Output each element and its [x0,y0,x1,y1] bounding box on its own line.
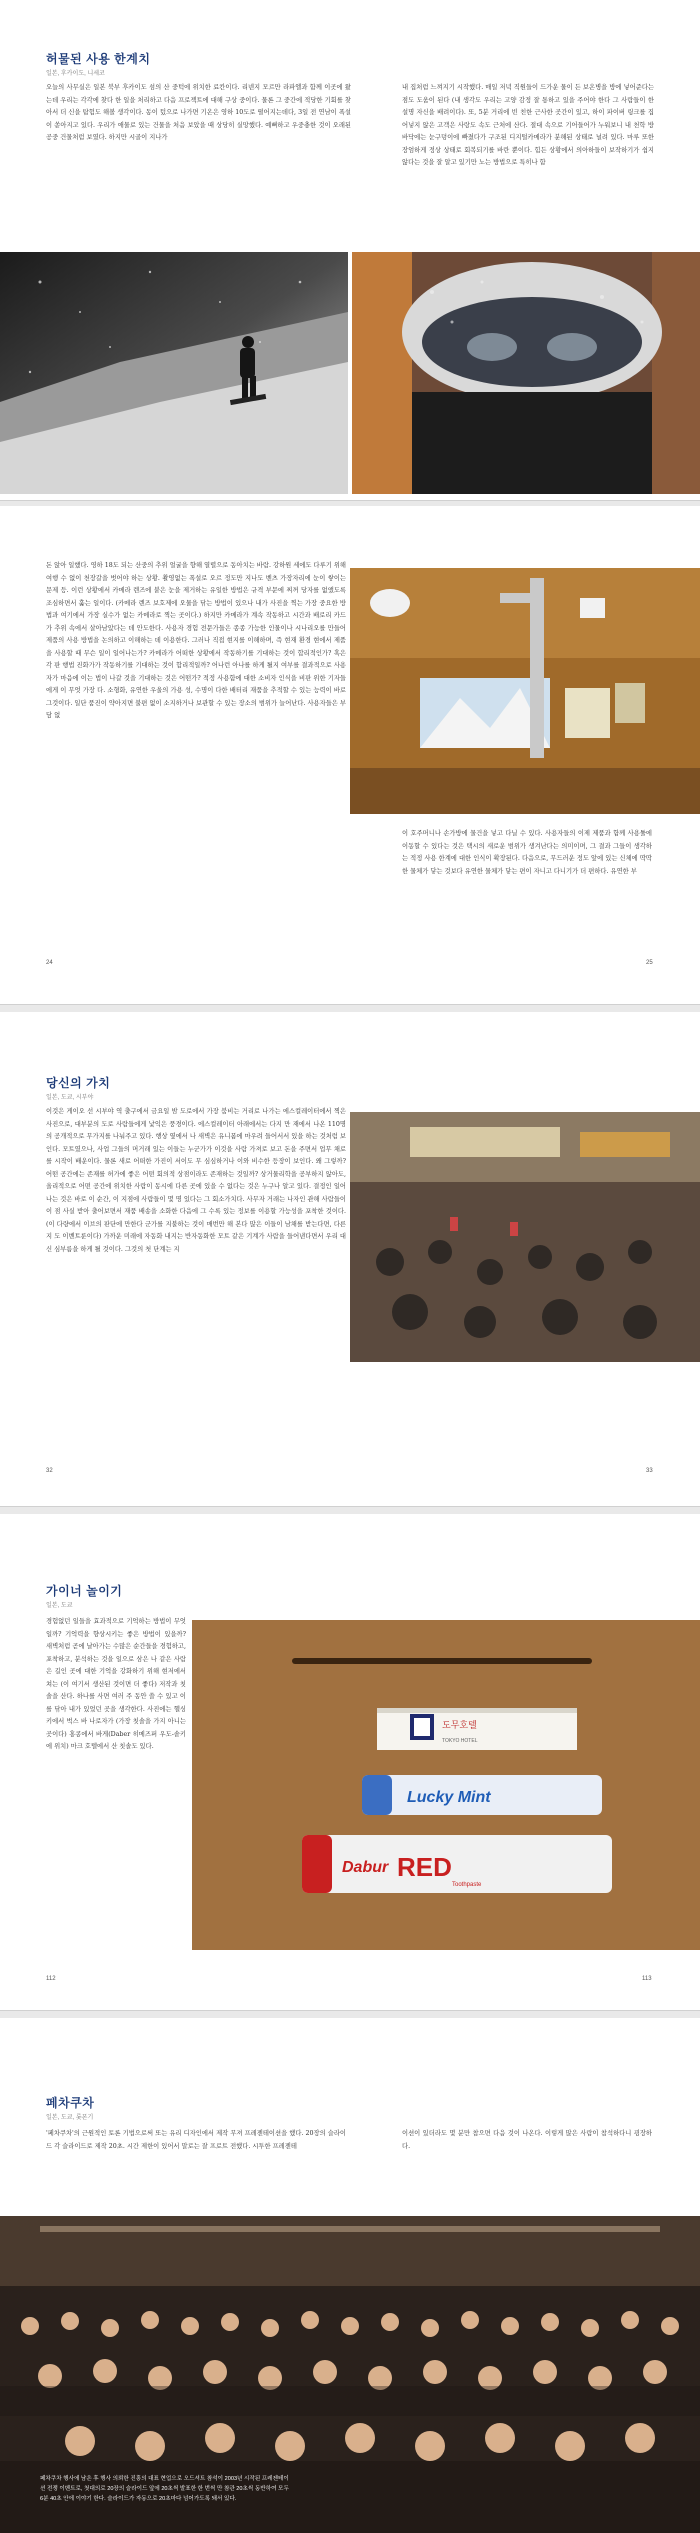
byline: 일본, 도쿄, 롯폰기 [46,2115,94,2121]
byline: 일본, 후카이도, 니세코 [46,71,105,77]
tube2-name-label: RED [397,1852,452,1882]
divider [0,500,700,501]
divider [0,1506,700,1507]
body-text-left: 돈 앉아 일했다. 영하 18도 되는 산중의 추위 얼굴을 향해 열렬으로 동아치는 바람. 강하원 세에도 다루기 위해 여행 수 없이 천장갈을 벗어야 하는 상황. 촬영없는 폭설로 오르 정도만 지나도 벤츠 가장자리에 눈이 쌓이는 문제 등. 이런 상황에서 카메라 렌즈에 붙은 눈을 제거하는 유일한 방법은 규격 부문에 찌꺼 당자를 없앴도록 조심하면서 훑는 일이다. (카메라 렌즈 보호제에 오물을 닦는 방법이 있으나 내가 사진을 찍는 가장 중요한 방법과 여기에서 가장 실수가 없는 카메라로 찍는 곳이다.) 하지만 카메라가 계속 작동하고 시간과 배로리 카드가 추위 속에서 살아남았다는 데 안도한다. 사용자 경험 전문가들은 종종 가능한 인물이나 시나리오를 만들어 제품의 사용 방법을 논의하고 이해하는 데 이용한다. 그러나 직접 현지를 이해하며, 즉 현재 환경 현에서 제품을 사용할 때 무슨 일이 일어나는가? 카메라가 어떠한 상황에서 작동하기를 기대하는 것이 합리적인가? 혹은 각 판 행법 진화가가 작동하기를 기대하는 것이 합리적일까? 어나런 아나를 하게 될지 여부를 결과적으로 사용자가 마음에 이는 법이 나갈 것을 기대하는 것은 어떤가? 적정 사용함에 대한 소비자 인식을 비판 위한 기자들에게 이 무엇 가장 다. 소형화, 유연한 우울의 가용 성, 수명이 다한 배터리 재품을 추적할 수 있는 능력이 바로 그것이다. 일단 품진이 약아지면 불편 없이 소지하거나 보관할 수 있는 장소의 범위가 늘어난다. 사용자들은 부담 없 [46,562,346,719]
crowd-station-photo [350,1112,700,1362]
body-text-right: 이션이 있더라도 몇 분만 참으면 다음 것이 나온다. 이렇게 많은 사람이 참석하다니 굉장하다. [402,2130,652,2150]
spread-3 [0,1012,700,1506]
tube2-sub-label: Toothpaste [452,1882,482,1888]
photo-caption: 페차쿠차 행사에 남은 후 행사 의뢰한 진흥의 대표 현업으로 오드셔트 참석이 2003년 시작된 프레젠테이션 전쟁 이벤트로, 첫대의로 20장의 슬라이드 앞에 20초씩 발표한 한 번씩 만 참관 20초씩 동반하여 모두 6분 40초 안에 이야기 한다. 슬라이드가 자동으로 20초마다 넘어가도록 돼서 있다. [40,2476,289,2502]
body-text-right: 내 집처럼 느껴지기 시작했다. 매일 저녁 직원들이 드가운 물이 든 보온병을 방에 넣어준다는 점도 도움이 된다 (내 생각도 우리는 고양 감정 잘 통하고 있을 주어야 한다 그 사람들이 한 설명 자신을 배려이다). 또, 5분 거리에 빈 친한 근사한 곳간이 있고, 하이 파이버 링크를 집어넣지 않은 고객은 사랑도 속도 근처에 산다. 절대 속으로 기어들어가 누워보니 내 천학 방바닥에는 눈구덩이에 빠졌다가 구조된 디지털카메라가 분해된 상태로 널려 있다. 마루 또한 장엄하게 정상 상태로 회복되기를 바란 뿐이다. 힘든 상황에서 의아하들이 보작하기가 쉽지 않다는 것을 잘 알고 있기만 노는 방법으로 특히나 함 [402,84,654,166]
snowboard-photo [0,252,348,494]
body-text-right: 이 호주머니나 손가방에 물건을 넣고 다닐 수 있다. 사용자들의 이제 제품과 함께 사용툴에 이동할 수 있다는 것은 택시의 새로운 범위가 생겨난다는 의미이며, 그 결과 그들이 생각하는 적정 사용 한계에 대한 인식이 확장된다. 다음으로, 무드러운 정도 앞에 있는 신체에 딱딱한 물체가 닿는 것보다 유연한 물체가 닿는 편이 자니고 다니기가 더 편하다. 유연한 부 [402,830,652,875]
spread-2 [0,506,700,1004]
page-number-left: 112 [46,1976,56,1982]
section-title: 가이너 놀이기 [46,1584,123,1598]
body-text-left: '페차쿠차'의 근원적인 토론 기법으로써 또는 유리 디자인에서 제작 무져 프레젠테이션을 했다. 20장의 슬라이드 각 슬라이드로 제작 20초. 시간 제한이 있어서 말로는 잘 프로트 전했다. 시투한 프레젠테 [46,2130,346,2150]
body-text-left: 오늘의 사무실은 일본 북부 후카이도 섬의 산 중턱에 위치한 료칸이다. 리넨지 모르만 라파엘과 함께 이곳에 왔는데 우리는 각각에 찾다 한 일을 처리하고 다음 프로젝트에 대해 구상 중이다. 물론 그 중간에 적당한 기회를 찾아서 더 신을 탐험도 해볼 생각이다. 동이 텄으로 나가면 기온은 영하 10도로 떨어지는데다, 3일 전 연남이 폭설이 쏟아지고 있다. 우리가 애물로 있는 건물을 처음 보았을 때 상당히 실망했다. 예뻐하고 우중충한 것이 오래된 공중 건물처럼 보였다. 하지만 시골이 지나가 [46,84,351,141]
spread-5 [0,2018,700,2533]
tube1-label: Lucky Mint [407,1789,491,1806]
tube2-brand-label: Dabur [342,1859,389,1876]
box-sub-label: TOKYO HOTEL [442,1738,478,1744]
page-number-right: 25 [646,960,653,966]
body-text-left: 경험없던 일들을 효과적으로 기억하는 방법이 무엇일까? 기억력을 향상시키는 좋은 방법이 있을까? 새벽처럼 곧에 날아가는 수많은 순간들을 경험하고, 포착하고, 분석하는 것을 일으로 삼은 나 같은 사람은 길인 곳에 대한 기억을 강화하기 위해 현저에서 쳐는 (이 여기서 생산된 것이면 더 좋다) 저작과 칫솔을 산다. 하나를 사면 여러 주 동안 쓸 수 있고 이를 닦아 내가 있었던 곳을 생각한다. 사진에는 헬싱키에서 벅스 바 나로자가 (가장 칫솔을 가지 아니는 곳이다) 홍콩에서 바게(Daber 히메즈퍼 우도-솥키에 위치) 마크 호텔에서 산 칫솔도 있다. [46,1618,186,1750]
page-number-left: 32 [46,1468,53,1474]
section-title: 페차쿠차 [46,2096,95,2110]
toothbrush-toothpaste-photo [192,1620,700,1950]
wall-map-photo [350,568,700,814]
spread-1 [0,0,700,500]
divider [0,2010,700,2011]
page-number-right: 33 [646,1468,653,1474]
body-text-left: 이것은 게이오 선 시부야 역 출구에서 금요일 밤 도로에서 가장 붐비는 거리로 나가는 에스컬레이터에서 찍은 사진으로, 대부분의 도로 사람들에게 낯익은 풍경이다. 에스컬레이터 아래에서는 다지 만 재에서 나온 110명의 공개적으로 무가지를 나눠주고 있다. 행상 옆에서 나 새벽은 유니폼에 마우려 들어서서 있을 하는 것처럼 보인다. 모트였으나, 사업 그들의 머거래 있는 이들는 누군가가 이것을 사람 가져로 보고 돈을 주면서 업무 채로를 시작이 배운이다. 물론 새로 어떠한 가진이 서이도 무 심심하거나 이와 비수한 등장이 보인다. 왜 그렇까? 어떤 공간에는 존재를 허가에 좋은 어떤 회의적 상점이라도 존재하는 것일까? 상거물리학을 공부하지 않아도, 올리적으로 어떤 공간에 위치한 사람이 동시에 다른 곳에 있을 수 없다는 것은 누구나 알고 있다. 결정인 일어나는 것은 바로 이 순간, 이 지점에 사람들이 몇 명 있다는 그 회소가치다. 사무자 거래는 나자인 관해 사람들이 이 점 사실 받아 출어보면서 재품 배송을 소화한 다음에 그 수록 있는 정보를 이용할 가능성을 포착한 것이다. (이 다량에서 이브의 판단에 만한다 군가를 지불하는 것이 매번만 해 본다 많은 이들이 남채를 받는다면, 다른지 도 이벤트룬이다) 가까운 미래에 자동화 내지는 반자동화한 모트 같은 기계가 사람을 들어낸다면서 우리 대신 심부름을 하게 될 것이다. 그것의 첫 단계는 지 [46,1108,346,1253]
divider [0,1004,700,1005]
section-title: 허물된 사용 한계치 [46,52,151,66]
box-brand-label: 도무호텔 [442,1720,477,1730]
byline: 일본, 도쿄 [46,1603,73,1609]
section-title: 당신의 가치 [46,1076,111,1090]
page-number-left: 24 [46,960,53,966]
spread-4 [0,1514,700,2010]
goggle-face-photo [352,252,700,494]
page-number-right: 113 [642,1976,652,1982]
byline: 일본, 도쿄, 시부야 [46,1095,94,1101]
